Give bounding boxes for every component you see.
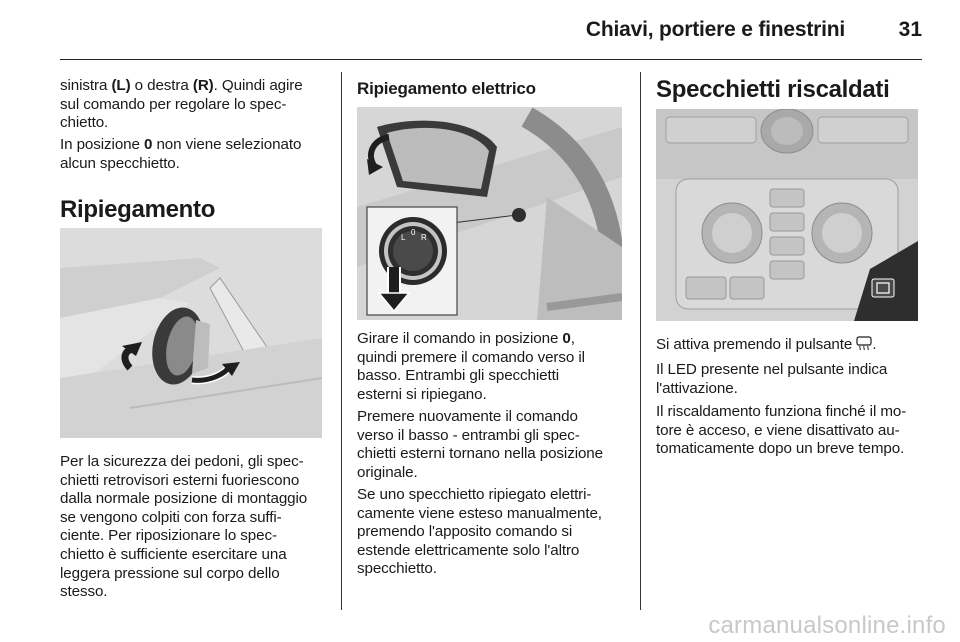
knob-label-left: L <box>401 233 406 242</box>
mirror-folding-figure <box>60 228 322 438</box>
electric-folding-body-1: Girare il comando in posizione 0, quindi premere il comando verso il basso. Entrambi gli specchietti esterni si ripiegano. <box>357 330 585 403</box>
folding-body-text: Per la sicurezza dei pedoni, gli spec- chietti retrovisori esterni fuoriescono dalla normale posizione di montaggio se vengono colpiti con forza suffi- ciente. Per riposizionare lo spec- chietto è sufficiente esercitare una leggera pressione sul corpo dello stesso. <box>60 453 308 601</box>
knob-label-right: R <box>421 233 427 242</box>
intro-paragraph: sinistra (L) o destra (R). Quindi agire sul comando per regolare lo spec- chietto. <box>60 77 303 132</box>
column-1 <box>60 62 325 622</box>
header-divider <box>60 59 922 60</box>
heated-mirrors-body-1: Si attiva premendo il pulsante . <box>656 336 924 357</box>
electric-folding-figure <box>357 107 622 320</box>
column-2 <box>357 62 625 622</box>
section-heading-heated-mirrors: Specchietti riscaldati <box>656 76 890 103</box>
watermark: carmanualsonline.info <box>708 612 946 639</box>
page-header <box>0 0 960 62</box>
column-divider-2 <box>640 72 641 610</box>
heated-mirror-icon <box>856 336 872 357</box>
knob-label-center: 0 <box>411 228 416 237</box>
page-number: 31 <box>898 18 922 41</box>
heated-mirrors-body-2: Il LED presente nel pulsante indica l'attivazione. <box>656 361 888 397</box>
heated-mirrors-figure <box>656 109 918 321</box>
chapter-title: Chiavi, portiere e finestrini <box>585 18 845 41</box>
section-heading-folding: Ripiegamento <box>60 196 216 223</box>
electric-folding-body-2: Premere nuovamente il comando verso il basso - entrambi gli spec- chietti esterni tornano nella posizione originale. <box>357 408 604 481</box>
section-heading-electric-folding: Ripiegamento elettrico <box>357 79 536 98</box>
column-divider-1 <box>341 72 342 610</box>
heated-mirrors-body-3: Il riscaldamento funziona finché il mo- tore è acceso, e viene disattivato au- tomaticamente dopo un breve tempo. <box>656 403 907 458</box>
position-zero-paragraph: In posizione 0 non viene selezionato alcun specchietto. <box>60 136 302 172</box>
electric-folding-body-3: Se uno specchietto ripiegato elettri- camente viene esteso manualmente, premendo l'apposito comando si estende elettricamente solo l'altro specchietto. <box>357 486 602 578</box>
column-3 <box>656 62 924 622</box>
